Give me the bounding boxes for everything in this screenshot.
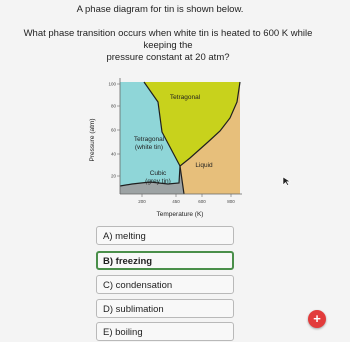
question-line-2: pressure constant at 20 atm?	[106, 52, 230, 63]
y-tick-40: 40	[110, 151, 116, 157]
label-cubic-2: (grey tin)	[145, 178, 171, 185]
question-text	[8, 28, 328, 64]
y-tick-80: 80	[110, 103, 116, 109]
y-tick-20: 20	[110, 173, 116, 179]
plus-icon[interactable]: +	[308, 310, 326, 328]
x-tick-450: 450	[172, 199, 180, 204]
x-ticks	[138, 194, 235, 204]
label-white-tin-1: Tetragonal	[133, 136, 165, 143]
label-white-tin-2: (white tin)	[134, 144, 164, 151]
x-tick-800: 800	[227, 199, 235, 204]
y-axis-label: Pressure (atm)	[89, 118, 96, 162]
question-line-1: What phase transition occurs when white tin is heated to 600 K while keeping the	[23, 28, 313, 51]
option-e[interactable]: E) boiling	[96, 322, 234, 341]
x-tick-200: 200	[138, 199, 146, 204]
y-tick-60: 60	[110, 127, 116, 133]
label-liquid: Liquid	[195, 162, 213, 169]
option-b[interactable]: B) freezing	[96, 251, 234, 270]
mouse-cursor-icon	[282, 176, 292, 186]
x-tick-600: 600	[198, 199, 206, 204]
x-axis-label: Temperature (K)	[156, 211, 204, 218]
y-tick-100: 100	[108, 81, 116, 87]
y-ticks	[108, 82, 120, 179]
label-tetragonal: Tetragonal	[169, 94, 201, 101]
question-title: A phase diagram for tin is shown below.	[76, 4, 244, 15]
option-c[interactable]: C) condensation	[96, 275, 234, 294]
option-d[interactable]: D) sublimation	[96, 299, 234, 318]
option-a[interactable]: A) melting	[96, 226, 234, 245]
phase-diagram	[80, 72, 250, 222]
label-cubic-1: Cubic	[149, 170, 167, 177]
